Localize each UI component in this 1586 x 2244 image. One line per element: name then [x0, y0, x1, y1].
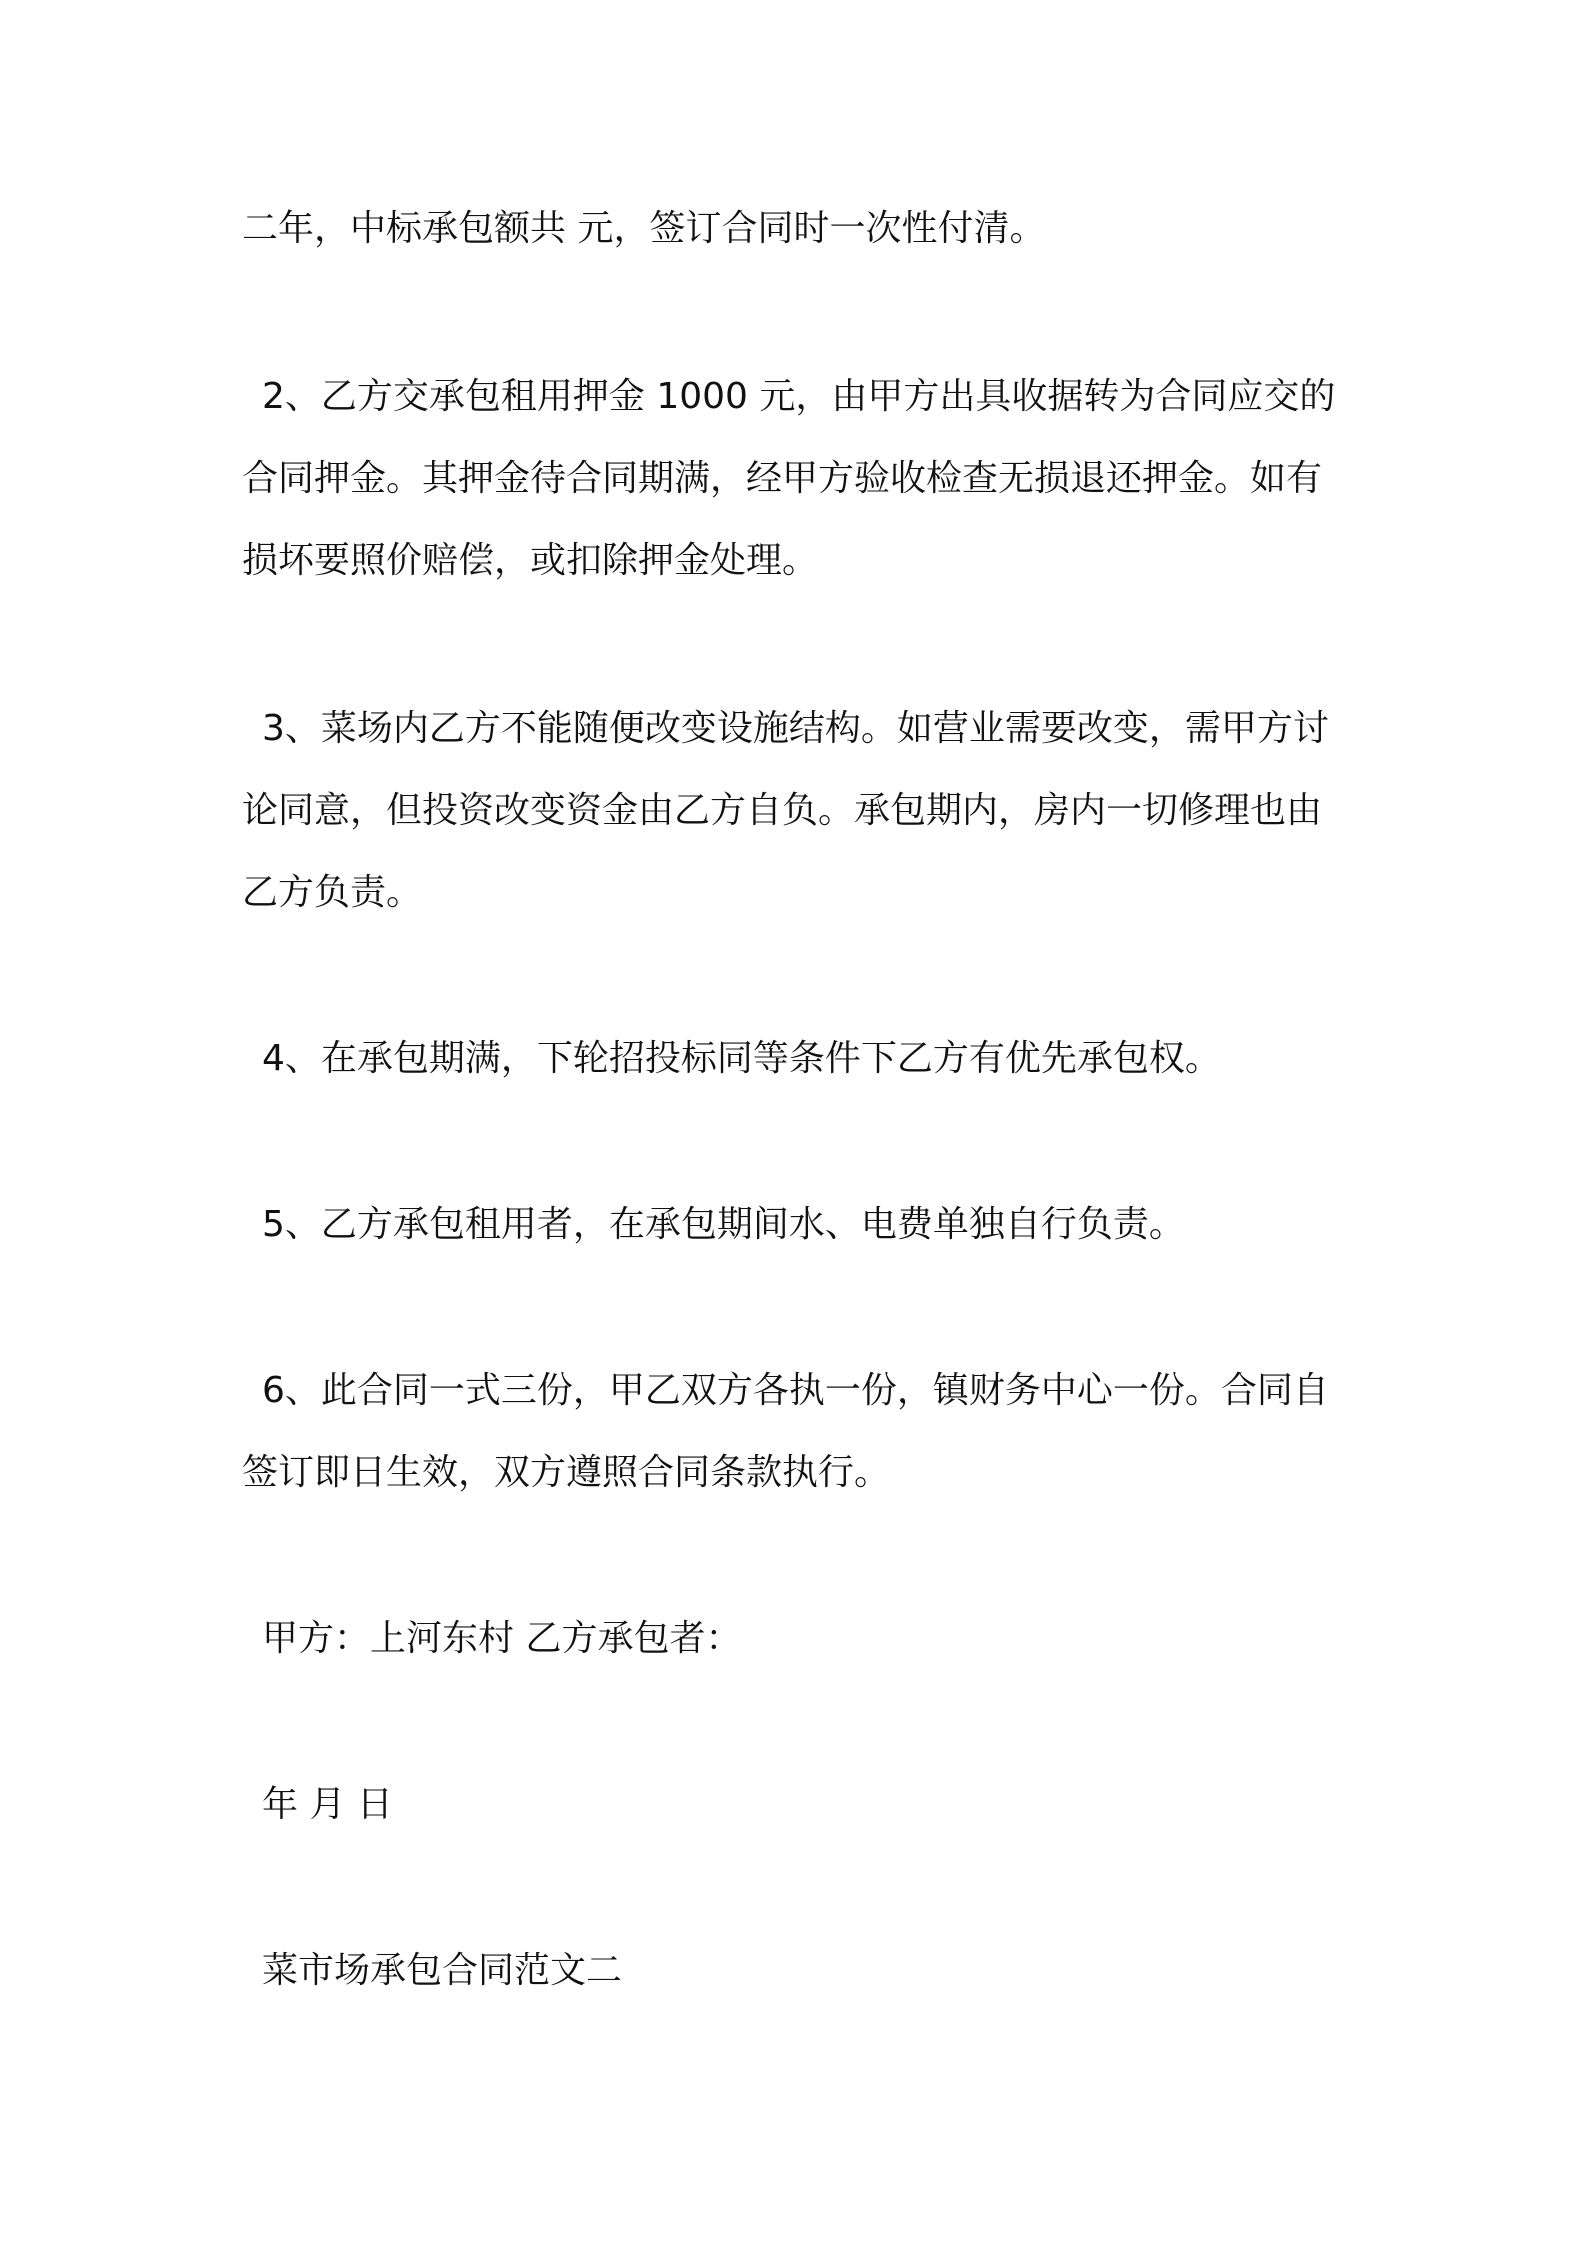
paragraph-2-line-3: 损坏要照价赔偿，或扣除押金处理。: [242, 540, 819, 581]
signature-parties: 甲方：上河东村 乙方承包者：: [262, 1618, 742, 1659]
paragraph-3-line-1: 3、菜场内乙方不能随便改变设施结构。如营业需要改变，需甲方讨: [262, 708, 1329, 749]
paragraph-6-line-1: 6、此合同一式三份，甲乙双方各执一份，镇财务中心一份。合同自: [262, 1370, 1329, 1411]
section-title: 菜市场承包合同范文二: [262, 1950, 623, 1991]
paragraph-1-line-1: 二年，中标承包额共 元，签订合同时一次性付清。: [242, 208, 1046, 249]
paragraph-3-line-2: 论同意，但投资改变资金由乙方自负。承包期内，房内一切修理也由: [242, 790, 1323, 831]
signature-date: 年 月 日: [262, 1784, 393, 1825]
paragraph-3-line-3: 乙方负责。: [242, 872, 423, 913]
paragraph-2-line-2: 合同押金。其押金待合同期满，经甲方验收检查无损退还押金。如有: [242, 458, 1323, 499]
paragraph-6-line-2: 签订即日生效，双方遵照合同条款执行。: [242, 1452, 891, 1493]
paragraph-2-line-1: 2、乙方交承包租用押金 1000 元，由甲方出具收据转为合同应交的: [262, 376, 1336, 417]
paragraph-4-line-1: 4、在承包期满，下轮招投标同等条件下乙方有优先承包权。: [262, 1038, 1221, 1079]
paragraph-5-line-1: 5、乙方承包租用者，在承包期间水、电费单独自行负责。: [262, 1204, 1185, 1245]
